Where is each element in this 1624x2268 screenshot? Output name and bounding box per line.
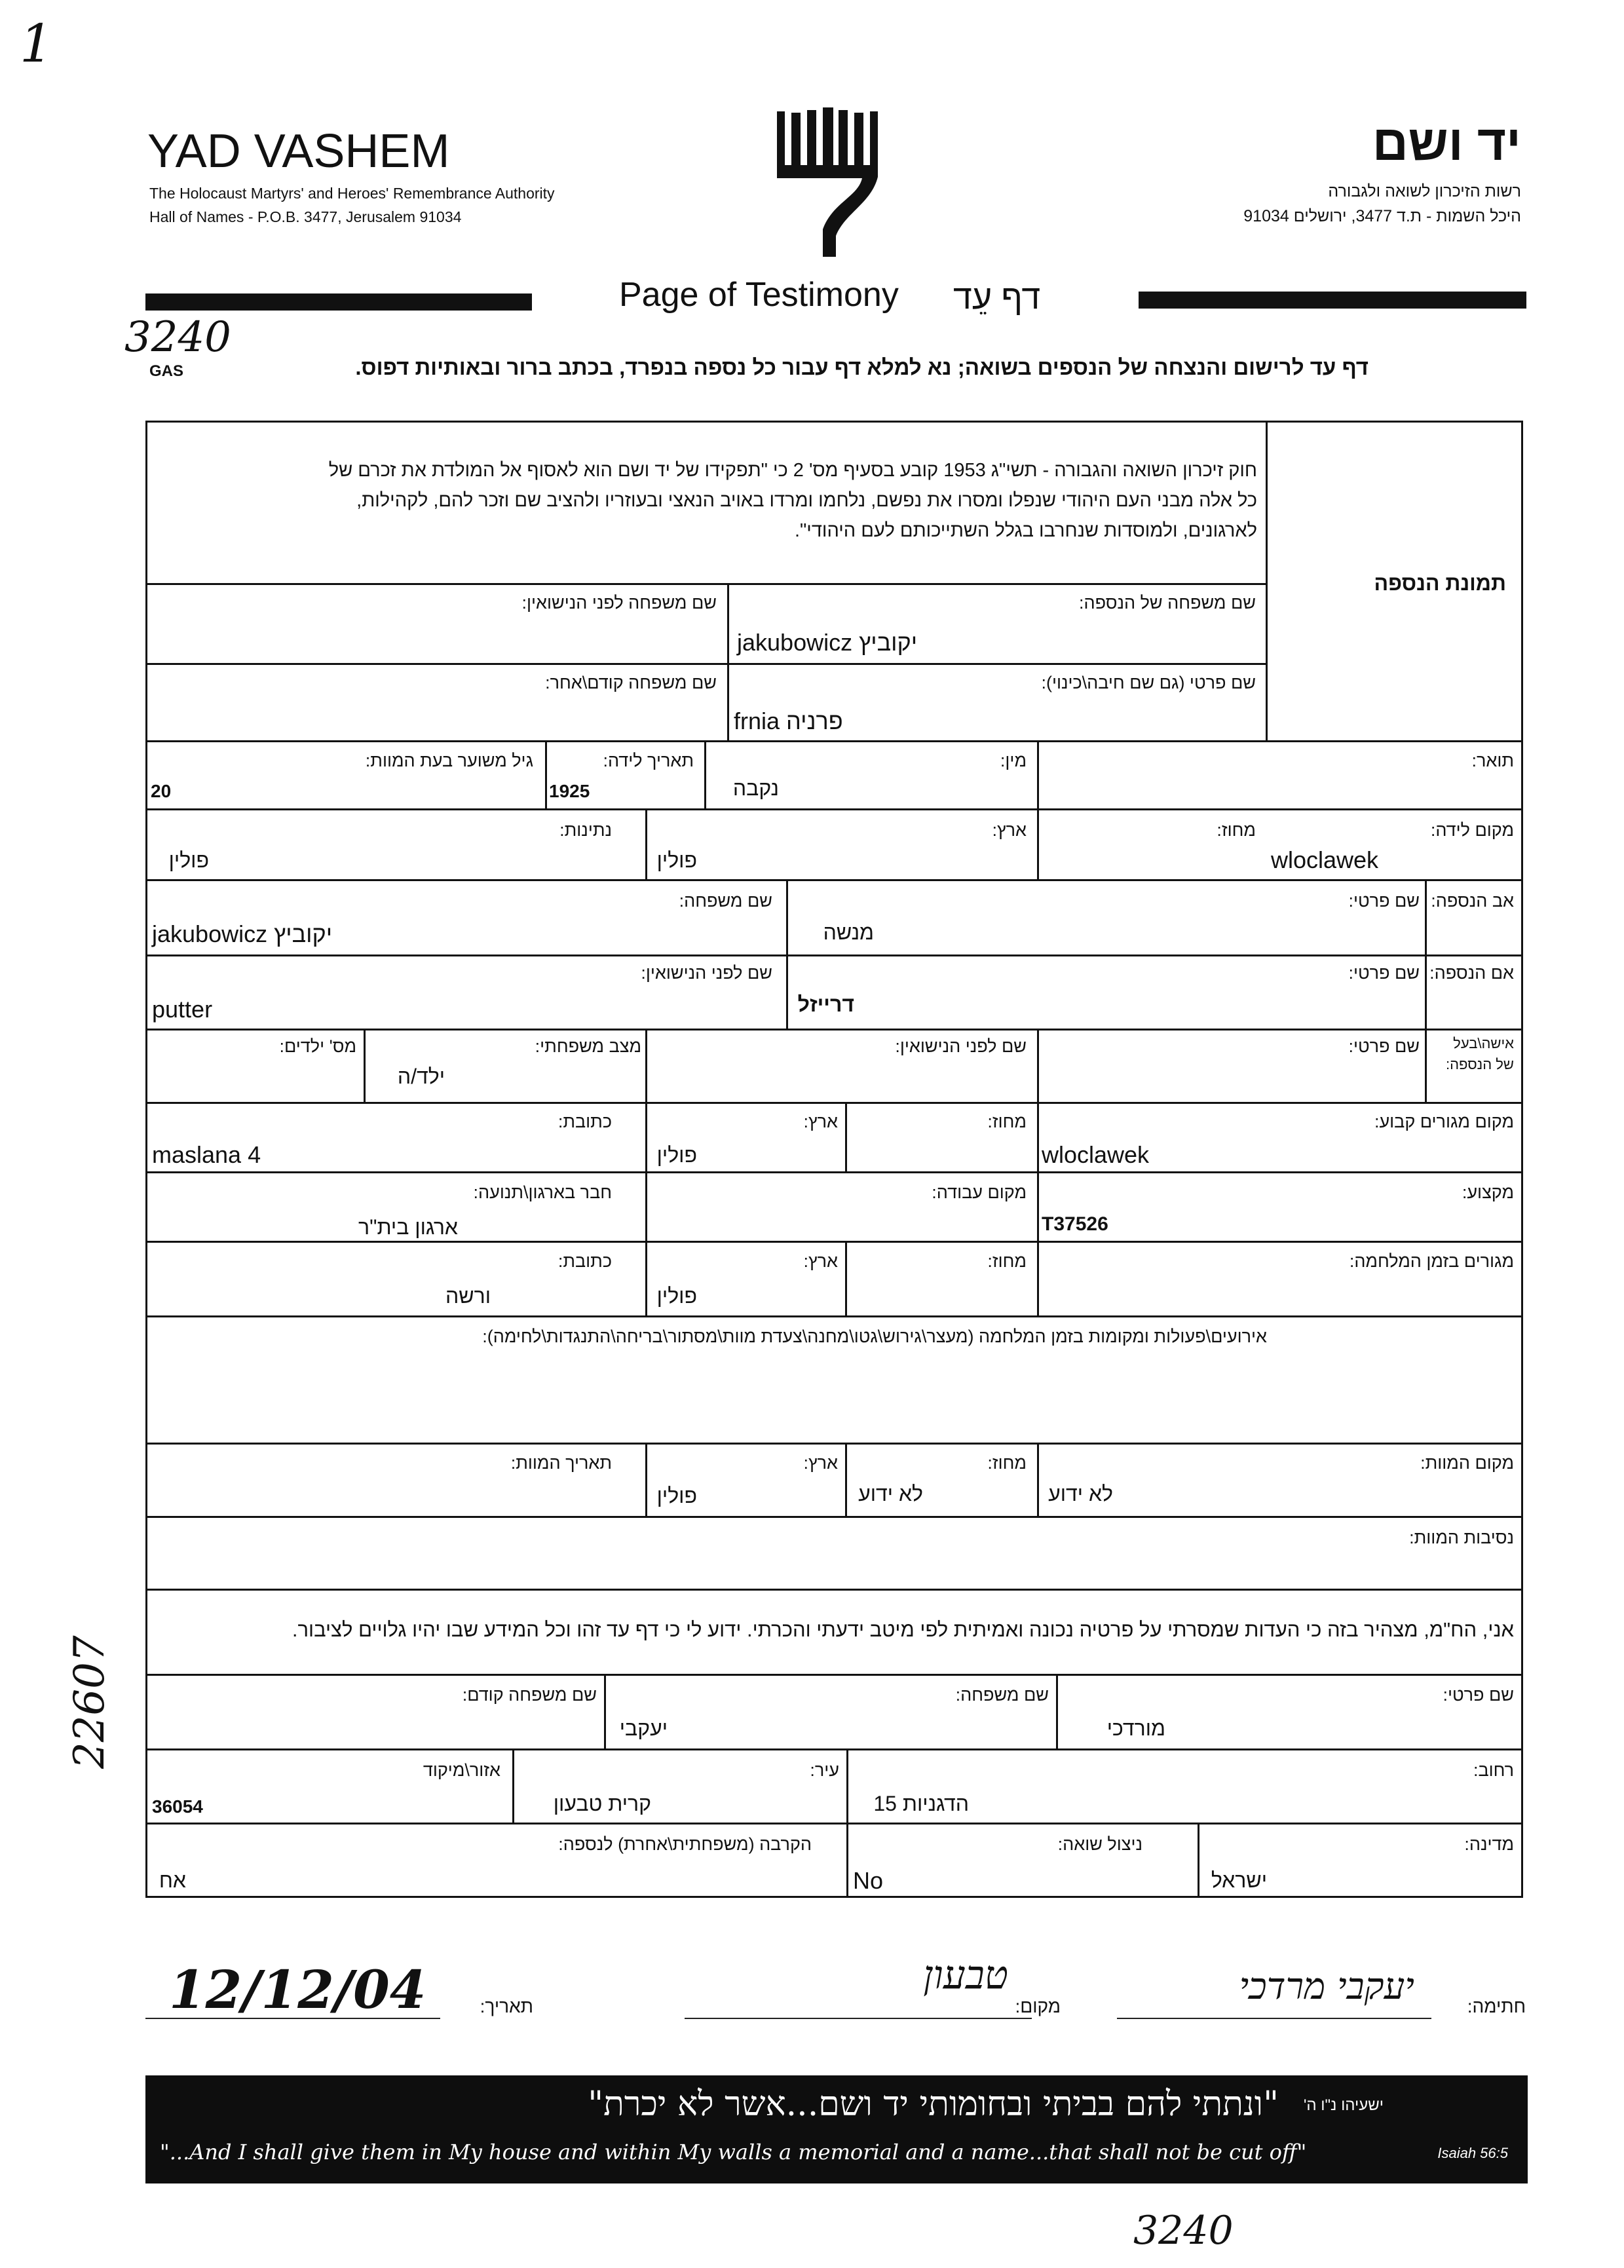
witness-surname-value: יעקבי bbox=[619, 1716, 668, 1740]
quote-he: "ונתתי להם בביתי ובחומותי יד ושם...אשר לא יכרת" bbox=[588, 2085, 1279, 2124]
spouse-maiden-label: שם לפני הנישואין: bbox=[895, 1036, 1027, 1056]
events-label: אירועים\פעולות ומקומות בזמן המלחמה (מעצר\גירוש\גטו\מחנה\צעדת מוות\מסתור\בריחה\התנגדות\לחימה): bbox=[482, 1327, 1267, 1346]
wartime-place-value: ורשה bbox=[445, 1284, 491, 1308]
birth-country-label: ארץ: bbox=[992, 820, 1027, 840]
children-label: מס' ילדים: bbox=[279, 1036, 356, 1056]
birth-district-label: מחוז: bbox=[1217, 820, 1256, 840]
mother-first-name-value: דרייזל bbox=[797, 992, 854, 1016]
street-label: רחוב: bbox=[1473, 1760, 1514, 1780]
grid-line bbox=[645, 1443, 647, 1516]
profession-value: T37526 bbox=[1042, 1213, 1108, 1235]
org-address-en: Hall of Names - P.O.B. 3477, Jerusalem 91034 bbox=[149, 208, 462, 225]
yad-vashem-logo bbox=[773, 105, 884, 259]
grid-line bbox=[364, 1029, 366, 1102]
victim-first-name-value: frnia פרניה bbox=[734, 708, 843, 734]
residence-country-label: ארץ: bbox=[803, 1112, 838, 1131]
org-address-he: היכל השמות - ת.ד 3477, ירושלים 91034 bbox=[1243, 207, 1521, 225]
city-value: קרית טבעון bbox=[553, 1792, 651, 1815]
gender-value: נקבה bbox=[732, 776, 779, 800]
grid-line bbox=[845, 1102, 847, 1171]
nationality-value: פולין bbox=[168, 848, 209, 872]
mother-maiden-value: putter bbox=[152, 996, 213, 1023]
spouse-row-label-2: של הנספה: bbox=[1445, 1056, 1514, 1072]
witness-country-label: מדינה: bbox=[1464, 1834, 1514, 1854]
bottom-number: 3240 bbox=[1133, 2208, 1234, 2254]
place-value: טבעון bbox=[923, 1952, 1008, 1998]
residence-district-label: מחוז: bbox=[987, 1112, 1027, 1131]
prev-surname-label: שם משפחה קודם\אחר: bbox=[545, 673, 717, 692]
grid-line bbox=[145, 740, 1523, 742]
grid-line bbox=[846, 1823, 848, 1898]
residence-value: wloclawek bbox=[1042, 1141, 1150, 1168]
spouse-first-name-label: שם פרטי: bbox=[1348, 1036, 1420, 1056]
maiden-name-label: שם משפחה לפני הנישואין: bbox=[521, 593, 717, 613]
date-value: 12/12/04 bbox=[169, 1959, 426, 2020]
corner-number: 1 bbox=[20, 13, 53, 74]
witness-country-value: ישראל bbox=[1211, 1868, 1267, 1892]
grid-line bbox=[1198, 1823, 1199, 1898]
grid-line bbox=[1037, 1171, 1039, 1241]
organization-label: חבר בארגון\תנועה: bbox=[473, 1182, 612, 1202]
zip-label: אזור\מיקוד bbox=[423, 1760, 500, 1780]
org-name-he: יד ושם bbox=[1372, 115, 1521, 171]
birth-date-value: 1925 bbox=[549, 781, 590, 801]
victim-first-name-label: שם פרטי (גם שם חיבה\כינוי): bbox=[1041, 673, 1256, 692]
death-date-label: תאריך המוות: bbox=[510, 1453, 612, 1473]
grid-line bbox=[645, 808, 647, 879]
quote-source-he: ישעיהו נ"ו ה' bbox=[1303, 2096, 1384, 2114]
grid-line bbox=[1425, 879, 1427, 1029]
grid-line bbox=[704, 740, 706, 808]
law-text-line-1: חוק זיכרון השואה והגבורה - תשי"ג 1953 קובע בסעיף מס' 2 כי "תפקידו של יד ושם הוא לאסוף אל המולדת את זכרם של bbox=[328, 460, 1257, 481]
residence-address-label: כתובת: bbox=[557, 1112, 612, 1131]
signature-line bbox=[1117, 2018, 1431, 2019]
grid-line bbox=[145, 1171, 1523, 1173]
father-row-label: אב הנספה: bbox=[1431, 891, 1514, 911]
workplace-label: מקום עבודה: bbox=[932, 1182, 1027, 1202]
mother-maiden-label: שם לפני הנישואין: bbox=[641, 963, 772, 983]
signature-value: יעקבי מרדכי bbox=[1239, 1965, 1414, 2008]
survivor-value: No bbox=[853, 1867, 884, 1894]
father-first-name-label: שם פרטי: bbox=[1348, 891, 1420, 911]
grid-line bbox=[145, 583, 1268, 585]
grid-line bbox=[145, 1443, 1523, 1445]
title-bar-right bbox=[1139, 292, 1526, 309]
grid-line bbox=[1425, 1029, 1427, 1102]
relation-label: הקרבה (משפחתית\אחרת) לנספה: bbox=[558, 1834, 812, 1854]
victim-surname-label: שם משפחה של הנספה: bbox=[1078, 593, 1256, 613]
death-district-label: מחוז: bbox=[987, 1453, 1027, 1473]
gender-label: מין: bbox=[1000, 751, 1027, 770]
grid-line bbox=[645, 1029, 647, 1102]
photo-label: תמונת הנספה bbox=[1374, 571, 1506, 595]
grid-line bbox=[1266, 421, 1268, 742]
birth-date-label: תאריך לידה: bbox=[603, 751, 694, 770]
wartime-country-value: פולין bbox=[656, 1284, 697, 1308]
case-number: 3240 bbox=[124, 313, 231, 362]
law-text-line-3: לארגונים, ולמוסדות שנחרבו בגלל השתייכותם לעם היהודי". bbox=[794, 520, 1257, 541]
grid-line bbox=[645, 1241, 647, 1315]
declaration-text: אני, הח"מ, מצהיר בזה כי העדות שמסרתי על פרטיה נכונה ואמיתית לפי מיטב ידעתי והכרתי. ידוע לי כי דף עד זהו וכל המידע שבו יהיו גלויים לציבור. bbox=[292, 1618, 1514, 1641]
grid-line bbox=[545, 740, 547, 808]
mother-row-label: אם הנספה: bbox=[1429, 963, 1514, 983]
grid-line bbox=[145, 1241, 1523, 1243]
zip-value: 36054 bbox=[152, 1796, 203, 1817]
family-status-label: מצב משפחתי: bbox=[535, 1036, 641, 1056]
grid-line bbox=[145, 954, 1523, 956]
grid-line bbox=[1037, 1102, 1039, 1171]
grid-line bbox=[512, 1748, 514, 1823]
father-first-name-value: מנשה bbox=[823, 920, 874, 944]
grid-line bbox=[1037, 1443, 1039, 1516]
victim-surname-value: jakubowicz יקוביץ bbox=[737, 629, 918, 656]
grid-line bbox=[145, 879, 1523, 881]
father-surname-label: שם משפחה: bbox=[679, 891, 772, 911]
grid-line bbox=[145, 808, 1523, 810]
grid-line bbox=[786, 879, 788, 1029]
death-place-label: מקום המוות: bbox=[1420, 1453, 1514, 1473]
birth-place-value: wloclawek bbox=[1271, 846, 1379, 873]
title-bar-left bbox=[145, 293, 532, 311]
death-circumstances-label: נסיבות המוות: bbox=[1409, 1528, 1514, 1547]
family-status-value: ילד/ה bbox=[397, 1065, 445, 1088]
grid-line bbox=[845, 1443, 847, 1516]
death-country-label: ארץ: bbox=[803, 1453, 838, 1473]
mother-first-name-label: שם פרטי: bbox=[1348, 963, 1420, 983]
title-label: תואר: bbox=[1471, 751, 1514, 770]
org-name-en: YAD VASHEM bbox=[147, 125, 450, 178]
grid-line bbox=[1037, 1029, 1039, 1102]
quote-banner bbox=[145, 2075, 1528, 2183]
org-subtitle-he: רשות הזיכרון לשואה ולגבורה bbox=[1328, 182, 1521, 200]
grid-line bbox=[645, 1171, 647, 1241]
residence-address-value: maslana 4 bbox=[152, 1141, 261, 1168]
wartime-address-label: כתובת: bbox=[557, 1251, 612, 1271]
grid-line bbox=[145, 1029, 1523, 1030]
city-label: עיר: bbox=[810, 1760, 839, 1780]
spouse-row-label-1: אישה\בעל bbox=[1453, 1035, 1514, 1051]
age-label: גיל משוער בעת המוות: bbox=[365, 751, 533, 770]
grid-line bbox=[145, 663, 1268, 665]
organization-value: ארגון בית"ר bbox=[358, 1215, 458, 1239]
grid-line bbox=[145, 1315, 1523, 1317]
witness-surname-label: שם משפחה: bbox=[955, 1685, 1049, 1705]
instruction-text: דף עד לרישום והנצחה של הנספים בשואה; נא למלא דף עבור כל נספה בנפרד, בכתב ברור ובאותיות דפוס. bbox=[355, 355, 1369, 379]
case-code: GAS bbox=[149, 362, 184, 380]
signature-label: חתימה: bbox=[1467, 1996, 1526, 2016]
birth-place-label: מקום לידה: bbox=[1430, 820, 1514, 840]
witness-prev-surname-label: שם משפחה קודם: bbox=[462, 1685, 597, 1705]
survivor-label: ניצול שואה: bbox=[1057, 1834, 1142, 1854]
death-district-value: לא ידוע bbox=[858, 1482, 923, 1505]
relation-value: אח bbox=[159, 1868, 186, 1892]
grid-line bbox=[1037, 808, 1039, 879]
quote-en: "...And I shall give them in My house and within My walls a memorial and a name...that shall not be cut off" bbox=[160, 2140, 1307, 2164]
page-title-en: Page of Testimony bbox=[619, 276, 899, 314]
wartime-country-label: ארץ: bbox=[803, 1251, 838, 1271]
grid-line bbox=[846, 1748, 848, 1823]
age-value: 20 bbox=[151, 781, 172, 801]
place-label: מקום: bbox=[1015, 1996, 1061, 2016]
date-label: תאריך: bbox=[480, 1996, 533, 2016]
father-surname-value: jakubowicz יקוביץ bbox=[152, 920, 333, 947]
residence-label: מקום מגורים קבוע: bbox=[1374, 1112, 1514, 1131]
grid-line bbox=[1037, 740, 1039, 808]
witness-first-name-label: שם פרטי: bbox=[1443, 1685, 1514, 1705]
birth-country-value: פולין bbox=[656, 848, 697, 872]
grid-line bbox=[145, 1823, 1523, 1824]
wartime-place-label: מגורים בזמן המלחמה: bbox=[1349, 1251, 1514, 1271]
grid-line bbox=[645, 1102, 647, 1171]
profession-label: מקצוע: bbox=[1462, 1182, 1514, 1202]
street-value: הדגניות 15 bbox=[873, 1792, 969, 1815]
org-subtitle-en: The Holocaust Martyrs' and Heroes' Remembrance Authority bbox=[149, 185, 555, 202]
residence-country-value: פולין bbox=[656, 1143, 697, 1167]
grid-line bbox=[727, 583, 729, 742]
quote-source-en: Isaiah 56:5 bbox=[1437, 2145, 1508, 2161]
grid-line bbox=[604, 1674, 606, 1748]
grid-line bbox=[145, 1102, 1523, 1104]
page-title-he: דף עֵד bbox=[953, 278, 1041, 316]
grid-line bbox=[145, 1674, 1523, 1676]
death-country-value: פולין bbox=[656, 1484, 697, 1507]
death-place-value: לא ידוע bbox=[1048, 1482, 1113, 1505]
wartime-district-label: מחוז: bbox=[987, 1251, 1027, 1271]
place-line bbox=[685, 2018, 1032, 2019]
grid-line bbox=[145, 1748, 1523, 1750]
nationality-label: נתינות: bbox=[559, 820, 612, 840]
side-number: 22607 bbox=[66, 1635, 114, 1769]
law-text-line-2: כל אלה מבני העם היהודי שנפלו ומסרו את נפשם, נלחמו ומרדו באויב הנאצי ובעוזריו ולהציב שם וזכר להם, לקהילות, bbox=[356, 490, 1257, 511]
witness-first-name-value: מורדכי bbox=[1106, 1716, 1165, 1740]
grid-line bbox=[1056, 1674, 1058, 1748]
grid-line bbox=[1037, 1241, 1039, 1315]
grid-line bbox=[145, 1516, 1523, 1518]
grid-line bbox=[145, 1589, 1523, 1591]
grid-line bbox=[845, 1241, 847, 1315]
